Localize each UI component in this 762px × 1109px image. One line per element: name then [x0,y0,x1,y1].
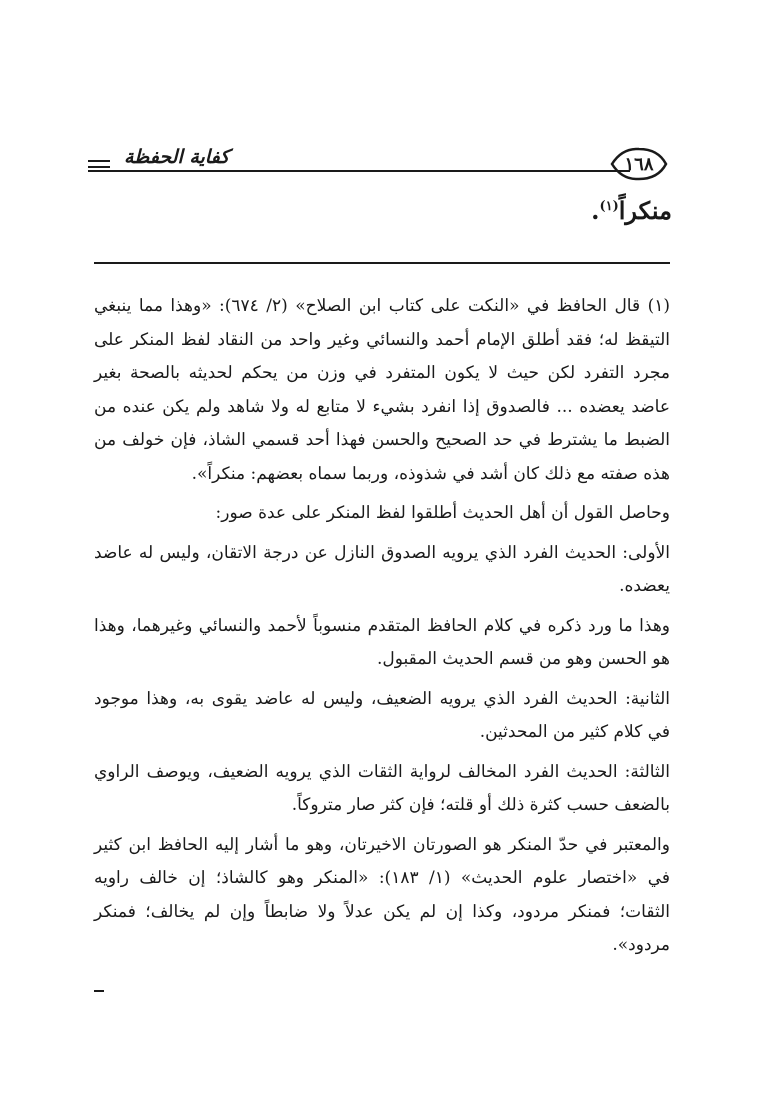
continued-text-line [591,196,672,225]
footnote-paragraph-6: الثالثة: الحديث الفرد المخالف لرواية الثقات الذي يرويه الضعيف، ويوصف الراوي بالضعف حسب كثرة ذلك أو قلته؛ فإن كثر صار متروكاً. [94,761,670,815]
footnote-paragraph-7: والمعتبر في حدّ المنكر هو الصورتان الاخيرتان، وهو ما أشار إليه الحافظ ابن كثير في «اختصار علوم الحديث» (١/ ١٨٣): «المنكر وهو كالشاذ؛ إن خالف راويه الثقات؛ فمنكر مردود، وكذا إن لم يكن عدلاً ولا ضابطاً وإن لم يخالف؛ فمنكر مردود». [94,834,670,955]
continued-text-end: . [591,196,600,225]
footnote-paragraph-3: الأولى: الحديث الفرد الذي يرويه الصدوق النازل عن درجة الاتقان، وليس له عاضد يعضده. [94,542,670,596]
end-dash [94,990,104,992]
footnote-paragraph-4: وهذا ما ورد ذكره في كلام الحافظ المتقدم منسوباً لأحمد والنسائي وغيرهما، وهذا هو الحسن وهو من قسم الحديث المقبول. [94,615,670,669]
header-rule [88,170,630,172]
page-header [88,146,670,190]
page-number-badge [608,146,670,182]
page-number: ١٦٨ [624,153,654,175]
footnote-reference: (١) [599,199,619,214]
header-dash-top [88,160,110,162]
footnote-separator [94,262,670,264]
running-title: كفاية الحفظة [118,146,235,168]
header-dash-bottom [88,166,110,168]
footnote-paragraph-1: (١) قال الحافظ في «النكت على كتاب ابن الصلاح» (٢/ ٦٧٤): «وهذا مما ينبغي التيقظ له؛ فقد أطلق الإمام أحمد والنسائي وغير واحد من النقاد لفظ المنكر على مجرد التفرد لكن حيث لا يكون المتفرد في وزن من يحكم لحديثه بالصحة بغير عاضد يعضده ... فالصدوق إذا انفرد بشيء لا متابع له ولا شاهد ولم يكن عنده من الضبط ما يشترط في حد الصحيح والحسن فهذا أحد قسمي الشاذ، فإن خولف من هذه صفته مع ذلك كان أشد في شذوذه، وربما سماه بعضهم: منكراً». [94,296,670,484]
continued-text: منكراً [618,196,672,225]
footnote-body [94,290,670,969]
footnote-paragraph-2: وحاصل القول أن أهل الحديث أطلقوا لفظ المنكر على عدة صور: [215,503,670,523]
footnote-paragraph-5: الثانية: الحديث الفرد الذي يرويه الضعيف، وليس له عاضد يقوى به، وهذا موجود في كلام كثير من المحدثين. [94,688,670,742]
